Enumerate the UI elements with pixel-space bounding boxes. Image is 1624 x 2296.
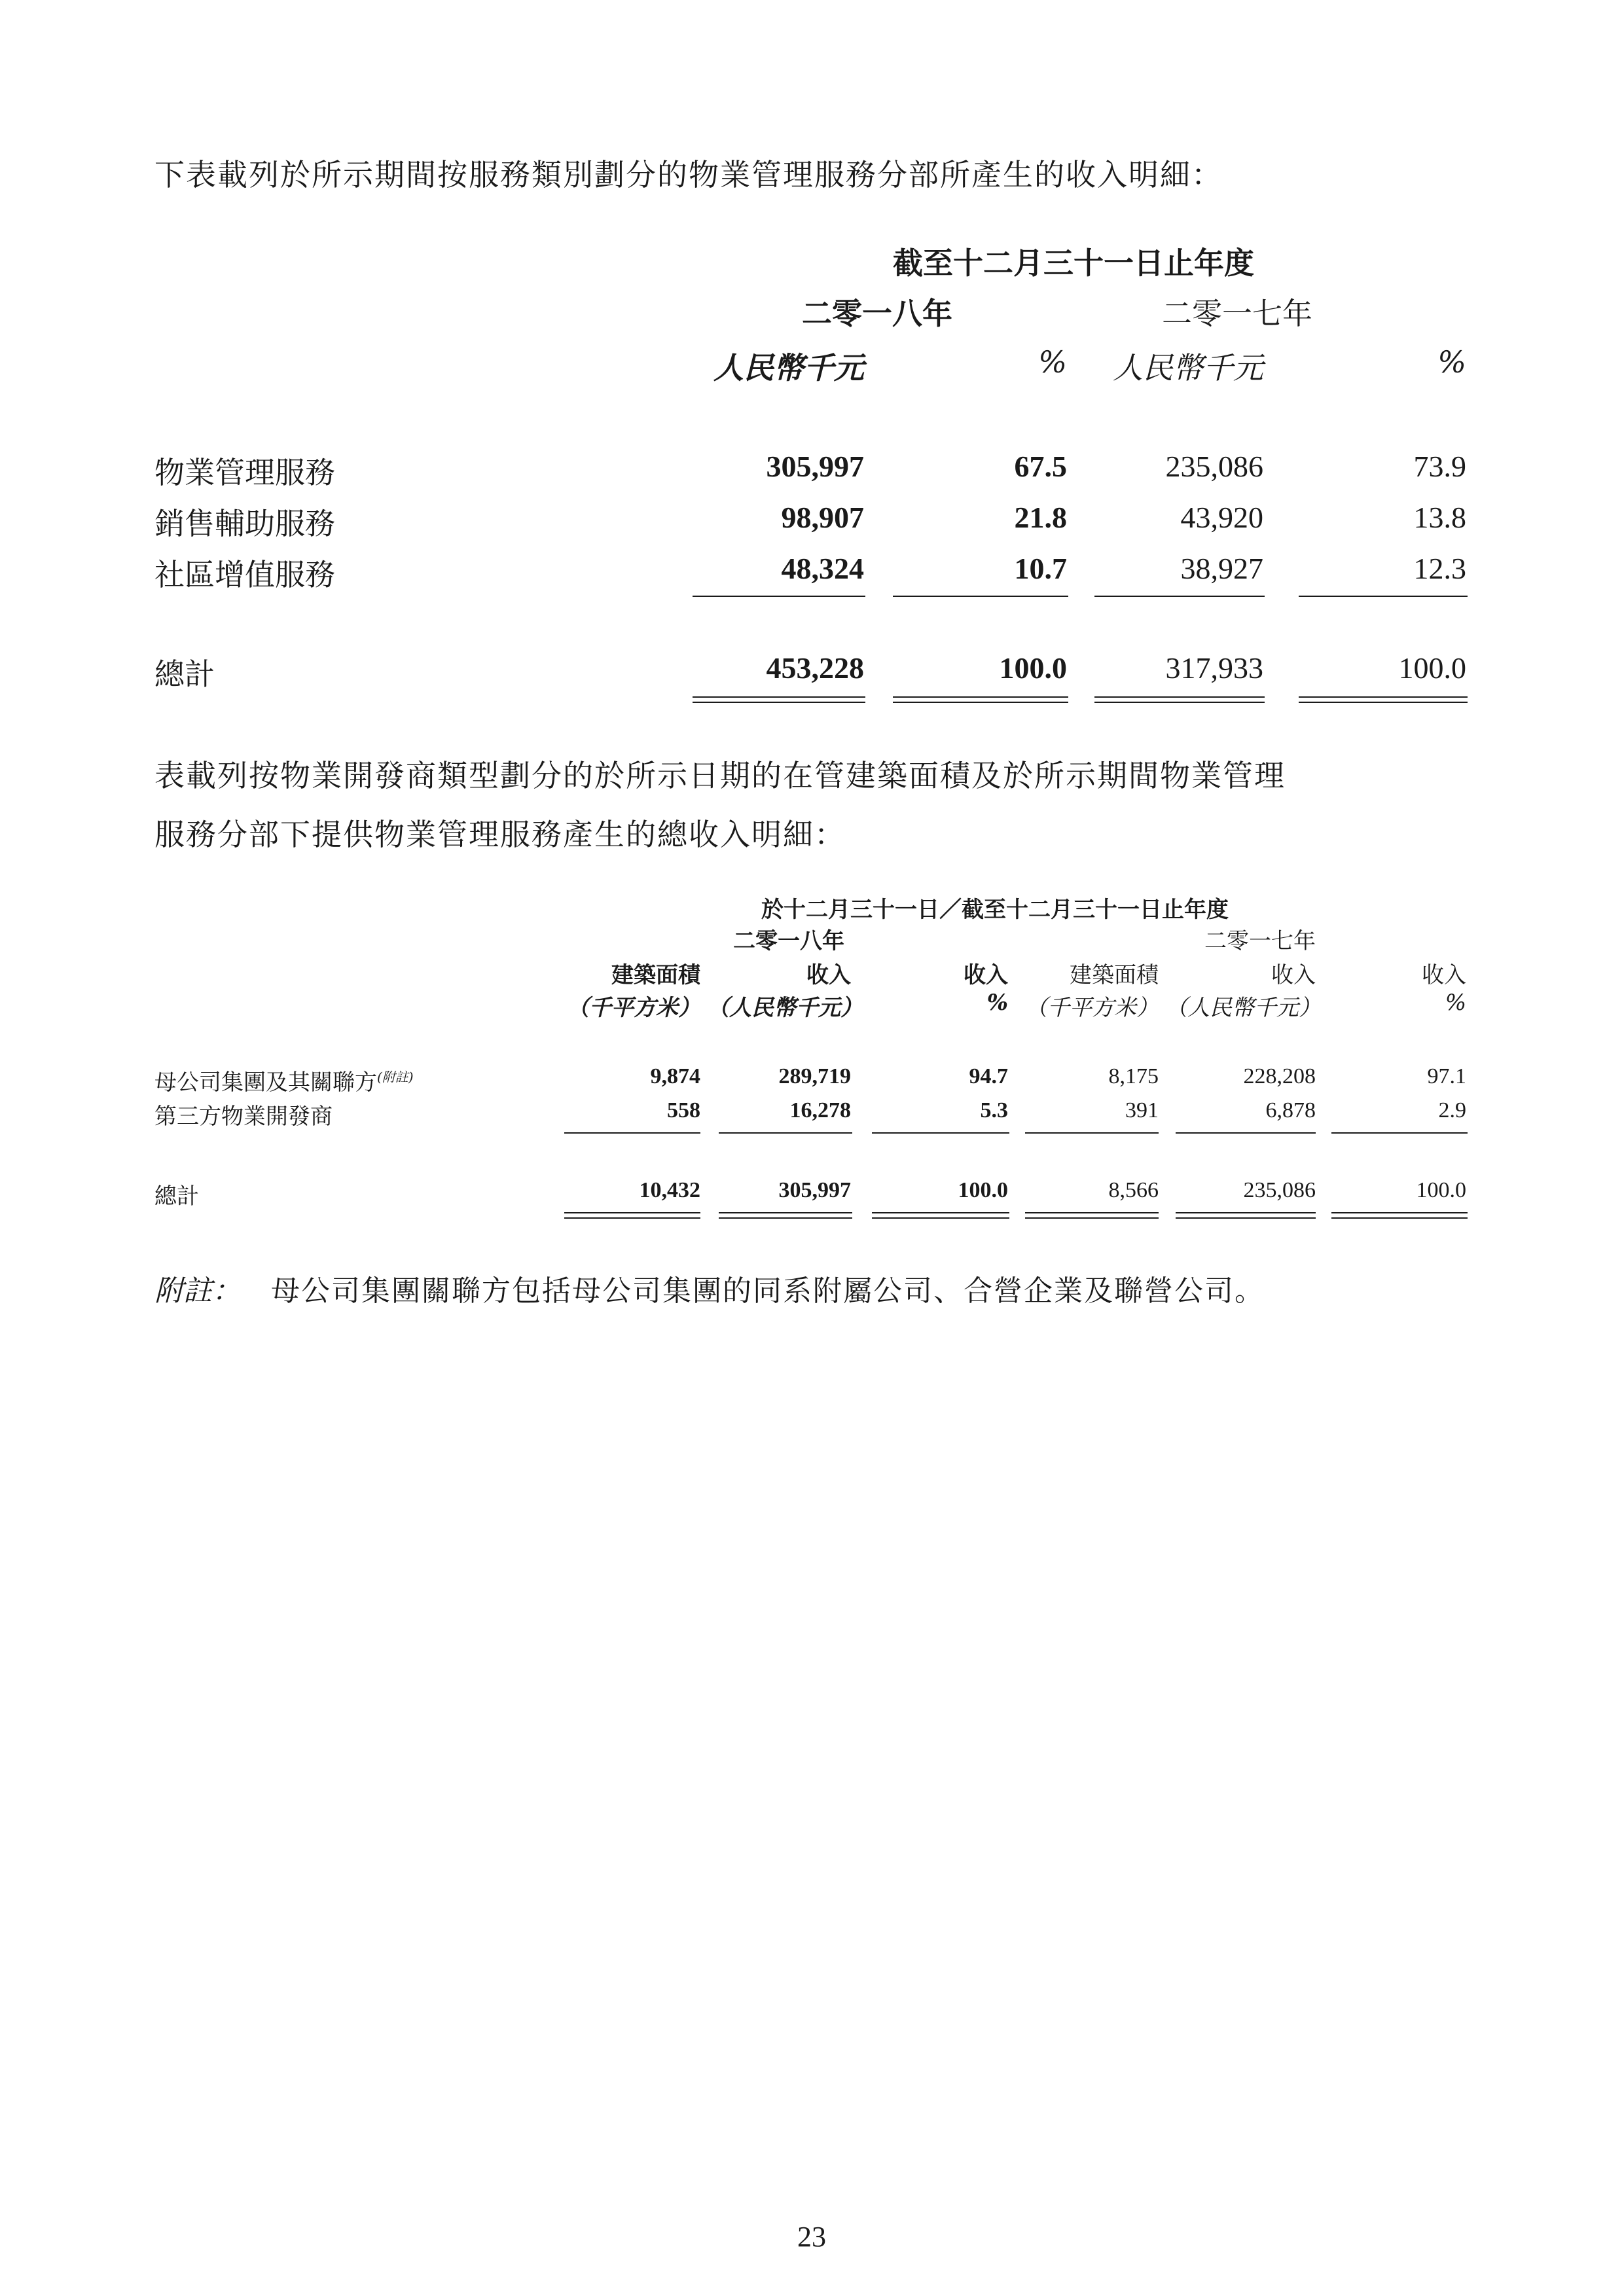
subtotal-rule [719, 1132, 852, 1134]
period-header: 於十二月三十一日／截至十二月三十一日止年度 [761, 897, 1229, 923]
total-rule [1025, 1212, 1159, 1213]
total-rule [893, 696, 1068, 698]
total-rule [893, 702, 1068, 703]
subtotal-rule [1331, 1132, 1468, 1134]
row-label: 物業管理服務 [154, 455, 335, 490]
gfa-2017: 8,175 [1108, 1064, 1159, 1088]
unit-rmb-2017: 人民幣千元 [1113, 350, 1263, 386]
row-label: 社區增值服務 [154, 557, 335, 592]
total-rule [564, 1217, 700, 1219]
pct-2018: 5.3 [980, 1098, 1008, 1122]
total-rule [719, 1212, 852, 1213]
year-2017-header: 二零一七年 [1162, 296, 1312, 331]
unit-pct-2018: % [986, 990, 1008, 1016]
total-label: 總計 [154, 656, 215, 692]
intro-paragraph-1: 下表載列於所示期間按服務類別劃分的物業管理服務分部所產生的收入明細： [154, 157, 1223, 192]
unit-rmb-2018: 人民幣千元 [713, 350, 864, 386]
subtotal-rule [1094, 596, 1265, 597]
pct-2018: 94.7 [969, 1064, 1008, 1088]
unit-pct-2018: % [1038, 344, 1067, 380]
revenue-2018: 16,278 [789, 1098, 851, 1122]
total-2017: 317,933 [1165, 651, 1263, 685]
col-revenue-2018: 收入 [806, 962, 851, 988]
pct-2018: 10.7 [1014, 552, 1067, 585]
gfa-2017: 391 [1125, 1098, 1159, 1122]
total-rule [693, 696, 865, 698]
total-rule [872, 1217, 1009, 1219]
pct-2017: 2.9 [1438, 1098, 1466, 1122]
intro-paragraph-2-line-1: 表載列按物業開發商類型劃分的於所示日期的在管建築面積及於所示期間物業管理 [154, 758, 1286, 793]
row-label [154, 1064, 414, 1096]
total-rule [564, 1212, 700, 1213]
revenue-2017: 228,208 [1243, 1064, 1316, 1088]
pct-2017: 97.1 [1427, 1064, 1466, 1088]
total-rule [1299, 696, 1468, 698]
total-pct-2018: 100.0 [958, 1178, 1008, 1202]
total-rule [872, 1212, 1009, 1213]
total-pct-2018: 100.0 [999, 651, 1067, 685]
subtotal-rule [1176, 1132, 1316, 1134]
total-rule [1094, 702, 1265, 703]
unit-rmb-2018: （人民幣千元） [707, 995, 863, 1021]
revenue-2017: 6,878 [1265, 1098, 1316, 1122]
total-rule [719, 1217, 852, 1219]
total-rule [1331, 1217, 1468, 1219]
subtotal-rule [1299, 596, 1468, 597]
revenue-2018: 289,719 [778, 1064, 851, 1088]
unit-gfa-2017: （千平方米） [1025, 995, 1159, 1021]
col-pct-revenue-2018: 收入 [964, 962, 1008, 988]
unit-pct-2017: % [1437, 344, 1466, 380]
value-2017: 43,920 [1180, 501, 1263, 534]
footnote-text: 母公司集團關聯方包括母公司集團的同系附屬公司、合營企業及聯營公司。 [271, 1274, 1265, 1308]
note-marker: (附註) [377, 1069, 414, 1085]
intro-paragraph-2-line-2: 服務分部下提供物業管理服務產生的總收入明細： [154, 817, 846, 852]
gfa-2018: 558 [667, 1098, 700, 1122]
total-pct-2017: 100.0 [1398, 651, 1466, 685]
unit-pct-2017: % [1445, 990, 1466, 1016]
total-gfa-2018: 10,432 [639, 1178, 700, 1202]
row-label: 銷售輔助服務 [154, 506, 335, 541]
page-number: 23 [797, 2221, 826, 2253]
subtotal-rule [872, 1132, 1009, 1134]
pct-2017: 13.8 [1413, 501, 1466, 534]
intro-paragraph-2 [154, 746, 1286, 864]
gfa-2018: 9,874 [650, 1064, 700, 1088]
unit-gfa-2018: （千平方米） [567, 995, 700, 1021]
subtotal-rule [564, 1132, 700, 1134]
col-revenue-2017: 收入 [1271, 962, 1316, 988]
col-pct-revenue-2017: 收入 [1422, 962, 1466, 988]
subtotal-rule [693, 596, 865, 597]
col-gfa-2017: 建築面積 [1070, 962, 1159, 988]
total-label: 總計 [154, 1183, 199, 1210]
total-rule [1299, 702, 1468, 703]
total-pct-2017: 100.0 [1416, 1178, 1466, 1202]
unit-rmb-2017: （人民幣千元） [1165, 995, 1321, 1021]
total-rule [1025, 1217, 1159, 1219]
pct-2017: 12.3 [1413, 552, 1466, 585]
total-2018: 453,228 [766, 651, 864, 685]
pct-2018: 21.8 [1014, 501, 1067, 534]
year-2018-header: 二零一八年 [802, 296, 952, 331]
value-2017: 38,927 [1180, 552, 1263, 585]
total-revenue-2017: 235,086 [1243, 1178, 1316, 1202]
row-label: 第三方物業開發商 [154, 1103, 333, 1130]
footnote-label: 附註： [154, 1274, 241, 1308]
pct-2018: 67.5 [1014, 450, 1067, 483]
total-rule [1176, 1217, 1316, 1219]
total-rule [1176, 1212, 1316, 1213]
value-2018: 48,324 [781, 552, 864, 585]
value-2017: 235,086 [1165, 450, 1263, 483]
total-rule [1331, 1212, 1468, 1213]
total-gfa-2017: 8,566 [1108, 1178, 1159, 1202]
total-rule [1094, 696, 1265, 698]
subtotal-rule [893, 596, 1068, 597]
row-label-text: 母公司集團及其關聯方 [154, 1069, 377, 1096]
col-gfa-2018: 建築面積 [611, 962, 700, 988]
year-2017-header: 二零一七年 [1204, 928, 1316, 954]
value-2018: 305,997 [766, 450, 864, 483]
period-header: 截至十二月三十一日止年度 [893, 245, 1254, 281]
value-2018: 98,907 [781, 501, 864, 534]
total-revenue-2018: 305,997 [778, 1178, 851, 1202]
pct-2017: 73.9 [1413, 450, 1466, 483]
subtotal-rule [1025, 1132, 1159, 1134]
total-rule [693, 702, 865, 703]
year-2018-header: 二零一八年 [733, 928, 844, 954]
